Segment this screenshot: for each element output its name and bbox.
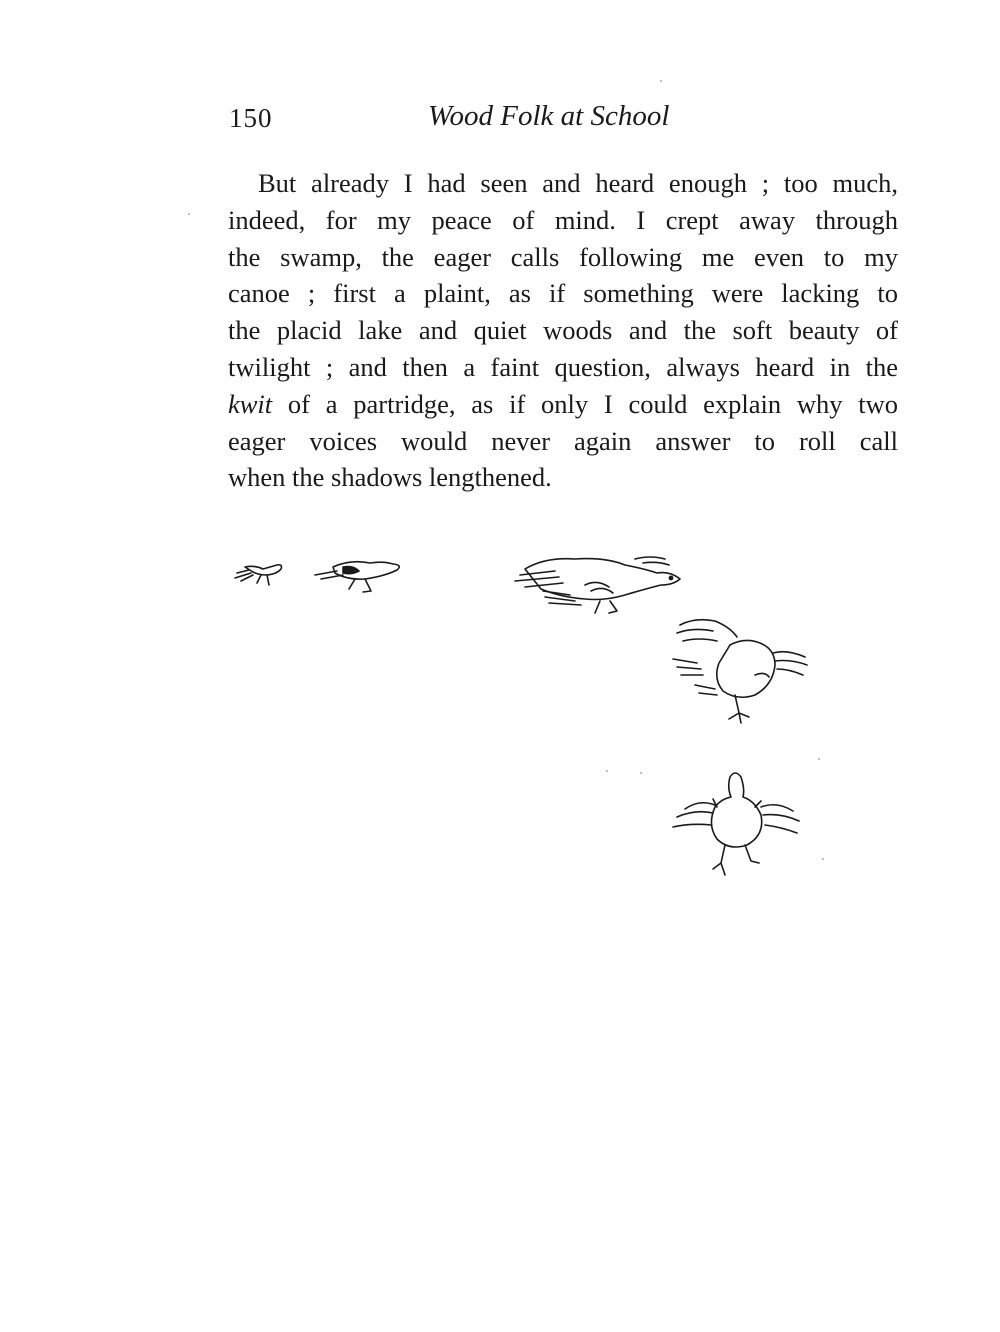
- page-number: 150: [229, 103, 273, 133]
- text-line-rest: of a partridge, as if only I could explain why two: [272, 388, 898, 419]
- text-line: indeed, for my peace of mind. I crept away through: [228, 204, 898, 235]
- paper-speck: [606, 770, 608, 772]
- bird-sketch-4: [673, 620, 807, 723]
- text-line: twilight ; and then a faint question, always heard in the: [228, 351, 898, 382]
- body-paragraph: [228, 165, 898, 496]
- bird-sketch-3: [515, 557, 680, 613]
- running-title: Wood Folk at School: [428, 100, 670, 132]
- text-line: the placid lake and quiet woods and the soft beauty of: [228, 315, 898, 346]
- text-line: [228, 386, 898, 423]
- bird-sketch-1: [235, 565, 282, 585]
- text-line: canoe ; first a plaint, as if something were lacking to: [228, 278, 898, 309]
- bird-illustration: [225, 545, 825, 890]
- paper-speck: [660, 80, 662, 82]
- text-line: But already I had seen and heard enough ; too much,: [258, 168, 898, 198]
- text-line: when the shadows lengthened.: [228, 462, 552, 493]
- italic-word: kwit: [228, 388, 273, 419]
- paper-speck: [640, 772, 642, 774]
- bird-sketch-5: [673, 773, 799, 875]
- paper-speck: [822, 858, 824, 860]
- paper-speck: [818, 758, 820, 760]
- paper-speck: [188, 213, 190, 215]
- text-line: the swamp, the eager calls following me even to my: [228, 241, 898, 272]
- text-line: eager voices would never again answer to roll call: [228, 425, 898, 456]
- bird-sketch-2: [315, 562, 399, 592]
